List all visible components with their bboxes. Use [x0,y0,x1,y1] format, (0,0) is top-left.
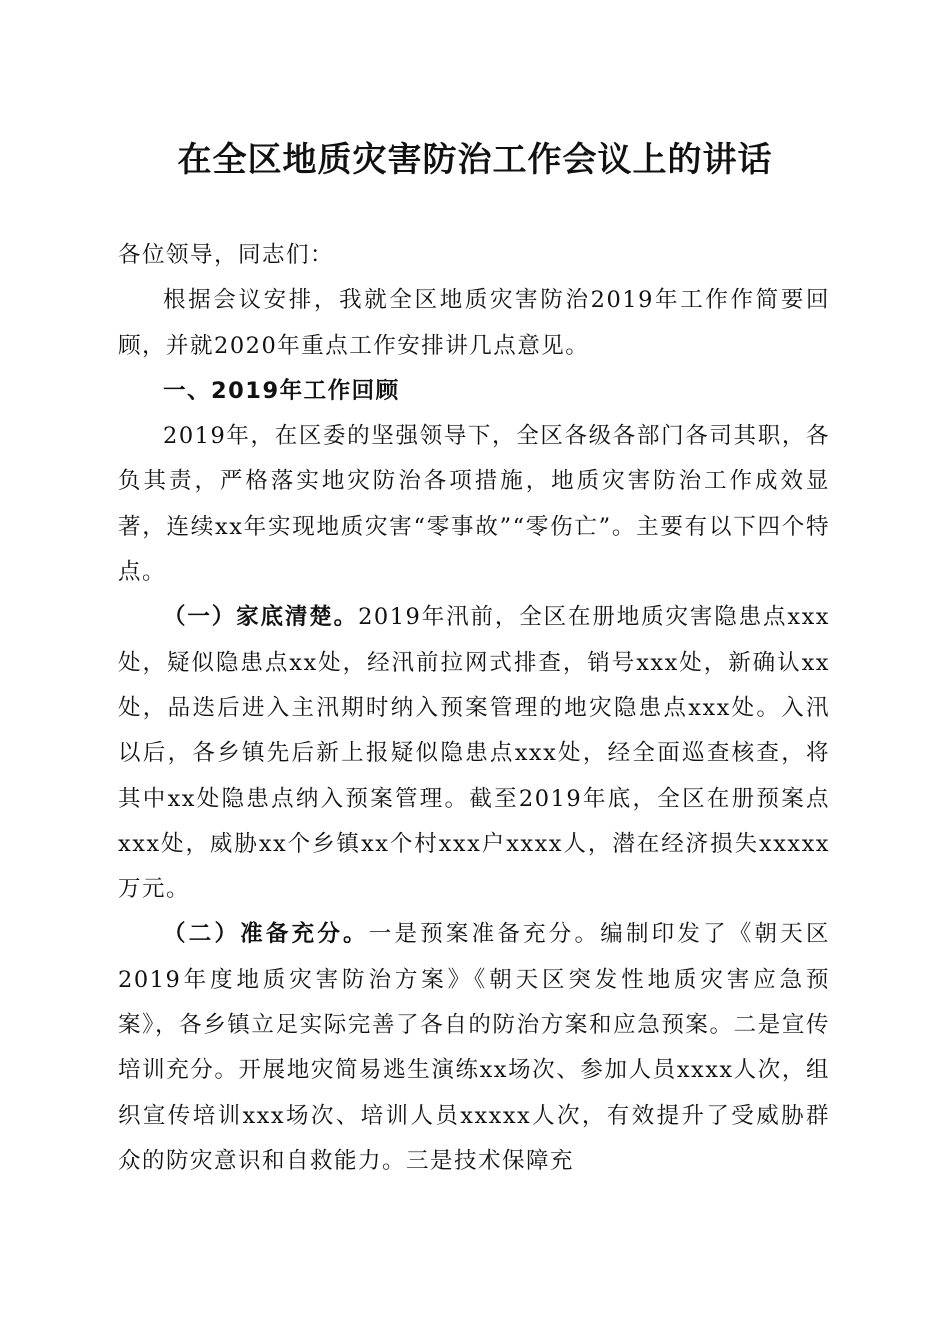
section-heading: 一、2019年工作回顾 [163,377,400,404]
item-lead-1: （一）家底清楚。 [163,604,359,631]
item-lead-2: （二）准备充分。 [163,921,369,948]
salutation: 各位领导，同志们： [118,242,335,268]
item-paragraph-2 [118,912,830,1184]
item-paragraph-1 [118,595,830,912]
document-title: 在全区地质灾害防治工作会议上的讲话 [177,140,773,180]
item-text-2: 一是预案准备充分。编制印发了《朝天区2019年度地质灾害防治方案》《朝天区突发性地质灾害应急预案》，各乡镇立足实际完善了各自的防治方案和应急预案。二是宣传培训充分。开展地灾简易逃生演练xx场次、参加人员xxxx人次，组织宣传培训xxx场次、培训人员xxxxx人次，有效提升了受威胁群众的防灾意识和自救能力。三是技术保障充 [118,921,830,1174]
item-text-1: 2019年汛前，全区在册地质灾害隐患点xxx处，疑似隐患点xx处，经汛前拉网式排查，销号xxx处，新确认xx处，品迭后进入主汛期时纳入预案管理的地灾隐患点xxx处。入汛以后，各乡镇先后新上报疑似隐患点xxx处，经全面巡查核查，将其中xx处隐患点纳入预案管理。截至2019年底，全区在册预案点xxx处，威胁xx个乡镇xx个村xxx户xxxx人，潜在经济损失xxxxx万元。 [118,604,830,903]
section-paragraph: 2019年，在区委的坚强领导下，全区各级各部门各司其职，各负其责，严格落实地灾防治各项措施，地质灾害防治工作成效显著，连续xx年实现地质灾害“零事故”“零伤亡”。主要有以下四个特点。 [118,423,830,586]
document-body [118,233,830,1184]
intro-paragraph: 根据会议安排，我就全区地质灾害防治2019年工作作简要回顾，并就2020年重点工作安排讲几点意见。 [118,287,830,359]
